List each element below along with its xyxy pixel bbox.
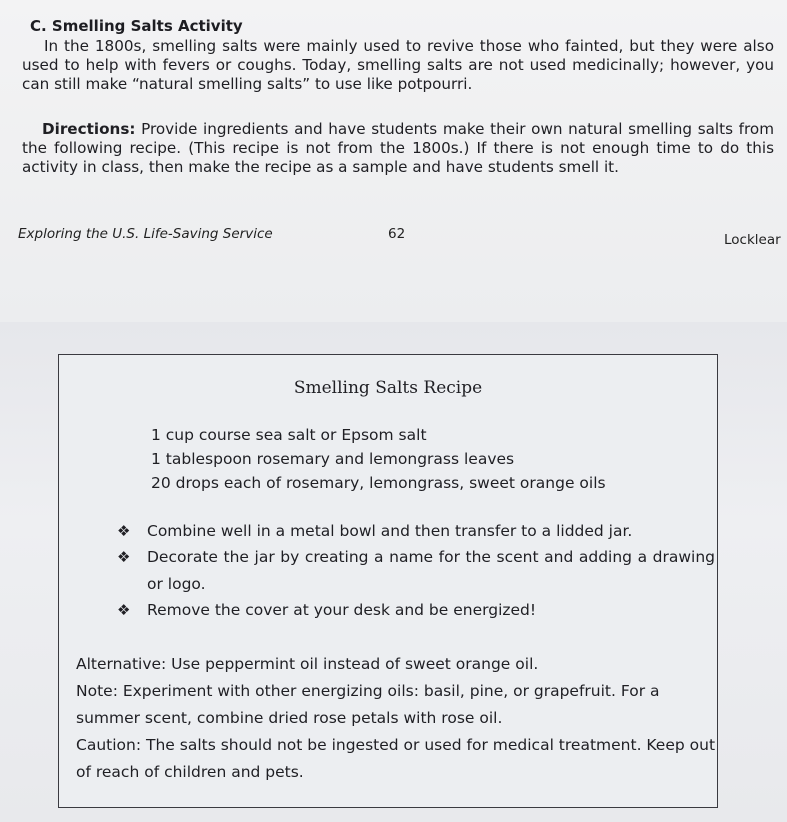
- intro-paragraph: In the 1800s, smelling salts were mainly used to revive those who fainted, but they were also used to help with fevers or coughs. Today, smelling salts are not used medicinally; however, you can still make “natural smelling salts” to use like potpourri.: [22, 37, 774, 93]
- directions-paragraph: [22, 120, 774, 177]
- step-item: [117, 544, 715, 598]
- ingredient-item: 1 tablespoon rosemary and lemongrass leaves: [151, 450, 515, 468]
- diamond-bullet-icon: ❖: [117, 522, 131, 540]
- footer-author: Locklear: [724, 232, 781, 248]
- section-title: C. Smelling Salts Activity: [30, 17, 243, 35]
- notes-list: [76, 651, 716, 786]
- step-text: Decorate the jar by creating a name for the scent and adding a drawing or logo.: [147, 548, 715, 593]
- directions-label: Directions:: [42, 120, 136, 138]
- recipe-box: [58, 354, 718, 808]
- diamond-bullet-icon: ❖: [117, 601, 131, 619]
- note-caution: Caution: The salts should not be ingested or used for medical treatment. Keep out of reach of children and pets.: [76, 736, 716, 781]
- ingredient-item: 1 cup course sea salt or Epsom salt: [151, 426, 427, 444]
- step-list: [117, 518, 715, 624]
- footer-book-title: Exploring the U.S. Life-Saving Service: [18, 226, 273, 242]
- note-alternative: Alternative: Use peppermint oil instead of sweet orange oil.: [76, 655, 539, 673]
- step-text: Remove the cover at your desk and be energized!: [147, 601, 537, 619]
- ingredient-list: [151, 423, 606, 495]
- note-experiment: Note: Experiment with other energizing oils: basil, pine, or grapefruit. For a summer scent, combine dried rose petals with rose oil.: [76, 682, 660, 727]
- recipe-title: Smelling Salts Recipe: [293, 378, 483, 398]
- diamond-bullet-icon: ❖: [117, 548, 131, 566]
- ingredient-item: 20 drops each of rosemary, lemongrass, sweet orange oils: [151, 474, 606, 492]
- directions-text: Provide ingredients and have students make their own natural smelling salts from the following recipe. (This recipe is not from the 1800s.) If there is not enough time to do this activity in class, then make the recipe as a sample and have students smell it.: [22, 120, 774, 176]
- footer-page-number: 62: [388, 226, 406, 242]
- step-item: [117, 597, 715, 624]
- step-item: [117, 518, 715, 545]
- worksheet-page: [0, 0, 787, 322]
- step-text: Combine well in a metal bowl and then transfer to a lidded jar.: [147, 522, 633, 540]
